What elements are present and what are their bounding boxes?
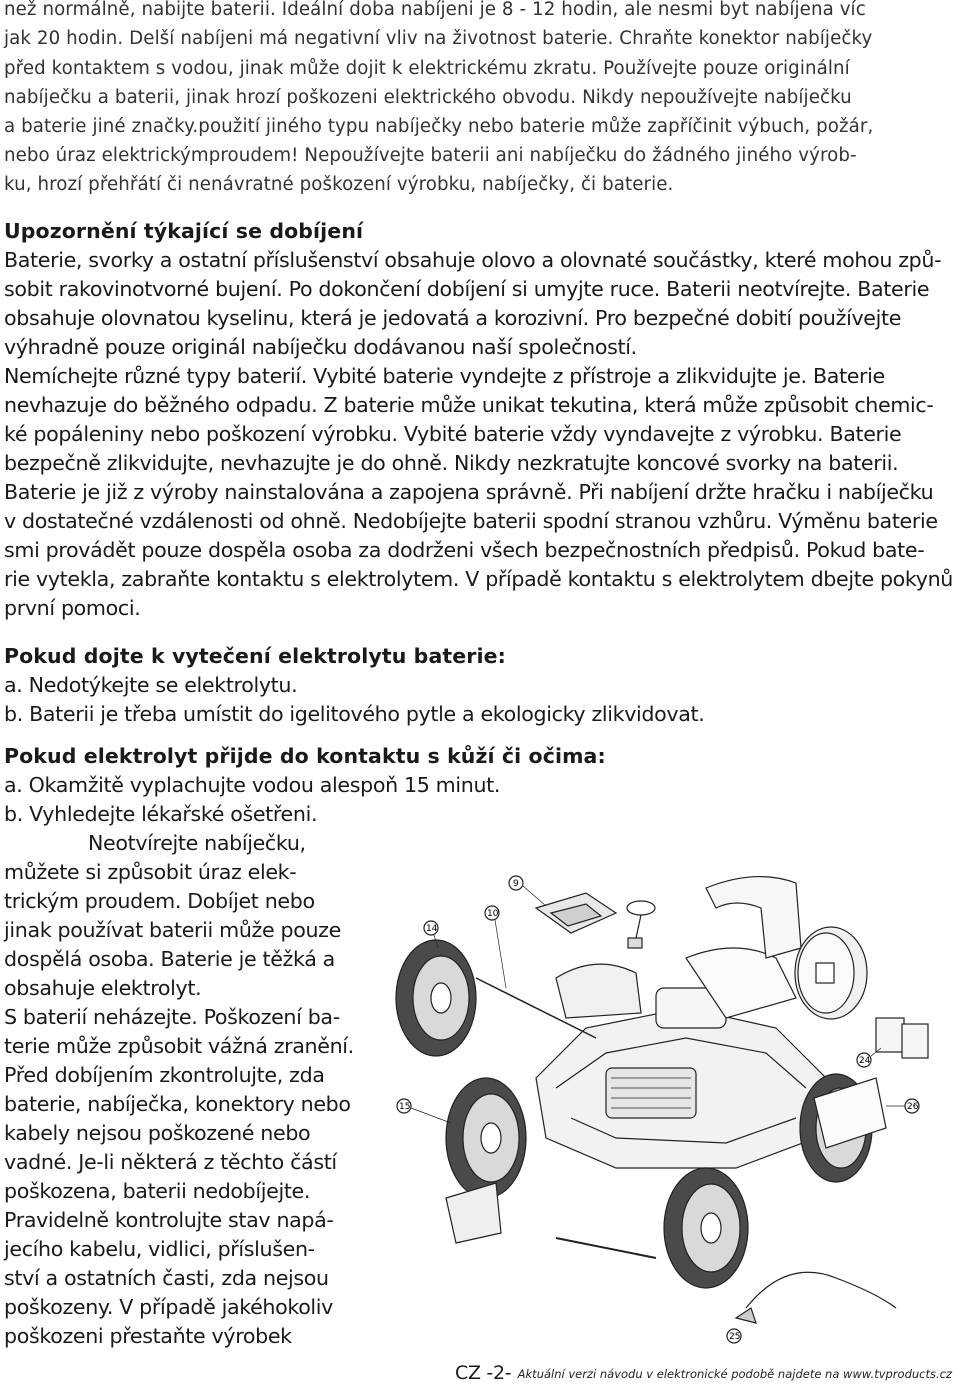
text-line: rie vytekla, zabraňte kontaktu s elektrolytem. V případě kontaktu s elektrolytem dbejte pokynů <box>4 567 954 591</box>
text-line: a baterie jiné značky.použití jiného typu nabíječky nebo baterie může zapříčinit výbuch, požár, <box>4 116 874 137</box>
seat <box>556 964 641 1018</box>
text-line: první pomoci. <box>4 596 141 620</box>
text-line: poškozeny. V případě jakéhokoliv <box>4 1295 334 1319</box>
callout-15 <box>397 1099 451 1123</box>
text-line: Baterie, svorky a ostatní příslušenství obsahuje olovo a olovnaté součástky, které mohou způ- <box>4 248 942 272</box>
text-line: trickým proudem. Dobíjet nebo <box>4 889 315 913</box>
callout-10 <box>485 906 506 988</box>
front-bumper <box>446 1183 501 1243</box>
text-line: nabíječku a baterii, jinak hrozí poškozeni elektrického obvodu. Nikdy nepoužívejte nabíječku <box>4 87 852 108</box>
text-line: obsahuje elektrolyt. <box>4 976 202 1000</box>
text-line: S baterií neházejte. Poškození ba- <box>4 1005 340 1029</box>
text-line: nevhazuje do běžného odpadu. Z baterie může unikat tekutina, která může způsobit chemic- <box>4 393 934 417</box>
text-line: nebo úraz elektrickýmproudem! Nepoužívejte baterii ani nabíječku do žádného jiného výrob- <box>4 145 857 166</box>
text-line: ství a ostatních časti, zda nejsou <box>4 1266 329 1290</box>
text-line: než normálně, nabijte baterii. Ideální doba nabíjeni je 8 - 12 hodin, ale nesmi byt nabíjena víc <box>4 0 866 20</box>
text-line: Baterie je již z výroby nainstalována a zapojena správně. Při nabíjení držte hračku i nabíječku <box>4 480 934 504</box>
steering-wheel <box>627 901 655 948</box>
battery-pack <box>876 1018 928 1058</box>
callout-9 <box>509 876 546 906</box>
callout-26 <box>886 1099 919 1113</box>
text-line: b. Baterii je třeba umístit do igelitového pytle a ekologicky zlikvidovat. <box>4 702 705 726</box>
text-line: jak 20 hodin. Delší nabíjeni má negativní vliv na životnost baterie. Chraňte konektor nabíječky <box>4 28 873 49</box>
text-line: jecího kabelu, vidlici, příslušen- <box>4 1237 315 1261</box>
text-line: obsahuje olovnatou kyselinu, která je jedovatá a korozivní. Pro bezpečné dobití používejte <box>4 306 902 330</box>
text-line: ku, hrozí přehřátí či nenávratné poškození výrobku, nabíječky, či baterie. <box>4 174 674 195</box>
svg-text:25: 25 <box>729 1332 741 1342</box>
text-line: ké popáleniny nebo poškození výrobku. Vybité baterie vždy vyndavejte z výrobku. Baterie <box>4 422 902 446</box>
text-line: b. Vyhledejte lékařské ošetřeni. <box>4 802 318 826</box>
text-line: Neotvírejte nabíječku, <box>88 831 306 855</box>
footer-note: Aktuální verzi návodu v elektronické podobě najdete na www.tvproducts.cz <box>517 1367 952 1381</box>
text-line: bezpečně zlikvidujte, nevhazujte je do ohně. Nikdy nezkratujte koncové svorky na baterii. <box>4 451 899 475</box>
windshield-frame <box>706 877 801 958</box>
callout-25 <box>727 1329 741 1343</box>
text-line: a. Okamžitě vyplachujte vodou alespoň 15 minut. <box>4 773 501 797</box>
callout-24 <box>857 1048 881 1067</box>
text-line: Nemíchejte různé typy baterií. Vybité baterie vyndejte z přístroje a zlikvidujte je. Baterie <box>4 364 885 388</box>
svg-text:15: 15 <box>399 1102 411 1112</box>
text-line: výhradně pouze originál nabíječku dodávanou naší společností. <box>4 335 637 359</box>
svg-text:9: 9 <box>513 879 519 889</box>
svg-text:24: 24 <box>859 1056 871 1066</box>
text-line: jinak používat baterii může pouze <box>4 918 341 942</box>
wheel-front-left <box>396 940 476 1056</box>
parts-diagram <box>356 838 956 1360</box>
text-line: kabely nejsou poškozené nebo <box>4 1121 311 1145</box>
text-line: a. Nedotýkejte se elektrolytu. <box>4 673 298 697</box>
text-line: poškozeni přestaňte výrobek <box>4 1324 292 1348</box>
text-line: smi provádět pouze dospěla osoba za dodrženi všech bezpečnostních předpisů. Pokud bate- <box>4 538 925 562</box>
text-line: před kontaktem s vodou, jinak může dojit k elektrickému zkratu. Používejte pouze originální <box>4 58 850 79</box>
text-line: vadné. Je-li některá z těchto částí <box>4 1150 337 1174</box>
svg-text:26: 26 <box>907 1102 919 1112</box>
charger-cable <box>746 1272 896 1308</box>
section-heading: Pokud elektrolyt přijde do kontaktu s kůží či očima: <box>4 744 606 768</box>
text-line: sobit rakovinotvorné bujení. Po dokončení dobíjení si umyjte ruce. Baterii neotvírejte. Baterie <box>4 277 930 301</box>
text-line: terie může způsobit vážná zranění. <box>4 1034 354 1058</box>
page-number: CZ -2- <box>455 1362 512 1384</box>
text-line: Před dobíjením zkontrolujte, zda <box>4 1063 325 1087</box>
text-line: poškozena, baterii nedobíjejte. <box>4 1179 311 1203</box>
text-line: Pravidelně kontrolujte stav napá- <box>4 1208 334 1232</box>
text-line: v dostatečné vzdálenosti od ohně. Nedobíjejte baterii spodní stranou vzhůru. Výměnu baterie <box>4 509 938 533</box>
svg-text:14: 14 <box>426 924 438 934</box>
svg-text:10: 10 <box>487 909 499 919</box>
text-line: dospělá osoba. Baterie je těžká a <box>4 947 335 971</box>
section-heading: Upozornění týkající se dobíjení <box>4 219 364 243</box>
wheel-front-left-lower <box>446 1078 526 1198</box>
charger-plug <box>736 1308 756 1323</box>
text-line: baterie, nabíječka, konektory nebo <box>4 1092 351 1116</box>
wheel-rear-lower <box>664 1168 748 1288</box>
spare-tire <box>795 927 867 1019</box>
pedal-bar <box>556 1238 656 1258</box>
section-heading: Pokud dojte k vytečení elektrolytu baterie: <box>4 644 506 668</box>
text-line: můžete si způsobit úraz elek- <box>4 860 297 884</box>
hood-part <box>536 893 616 933</box>
